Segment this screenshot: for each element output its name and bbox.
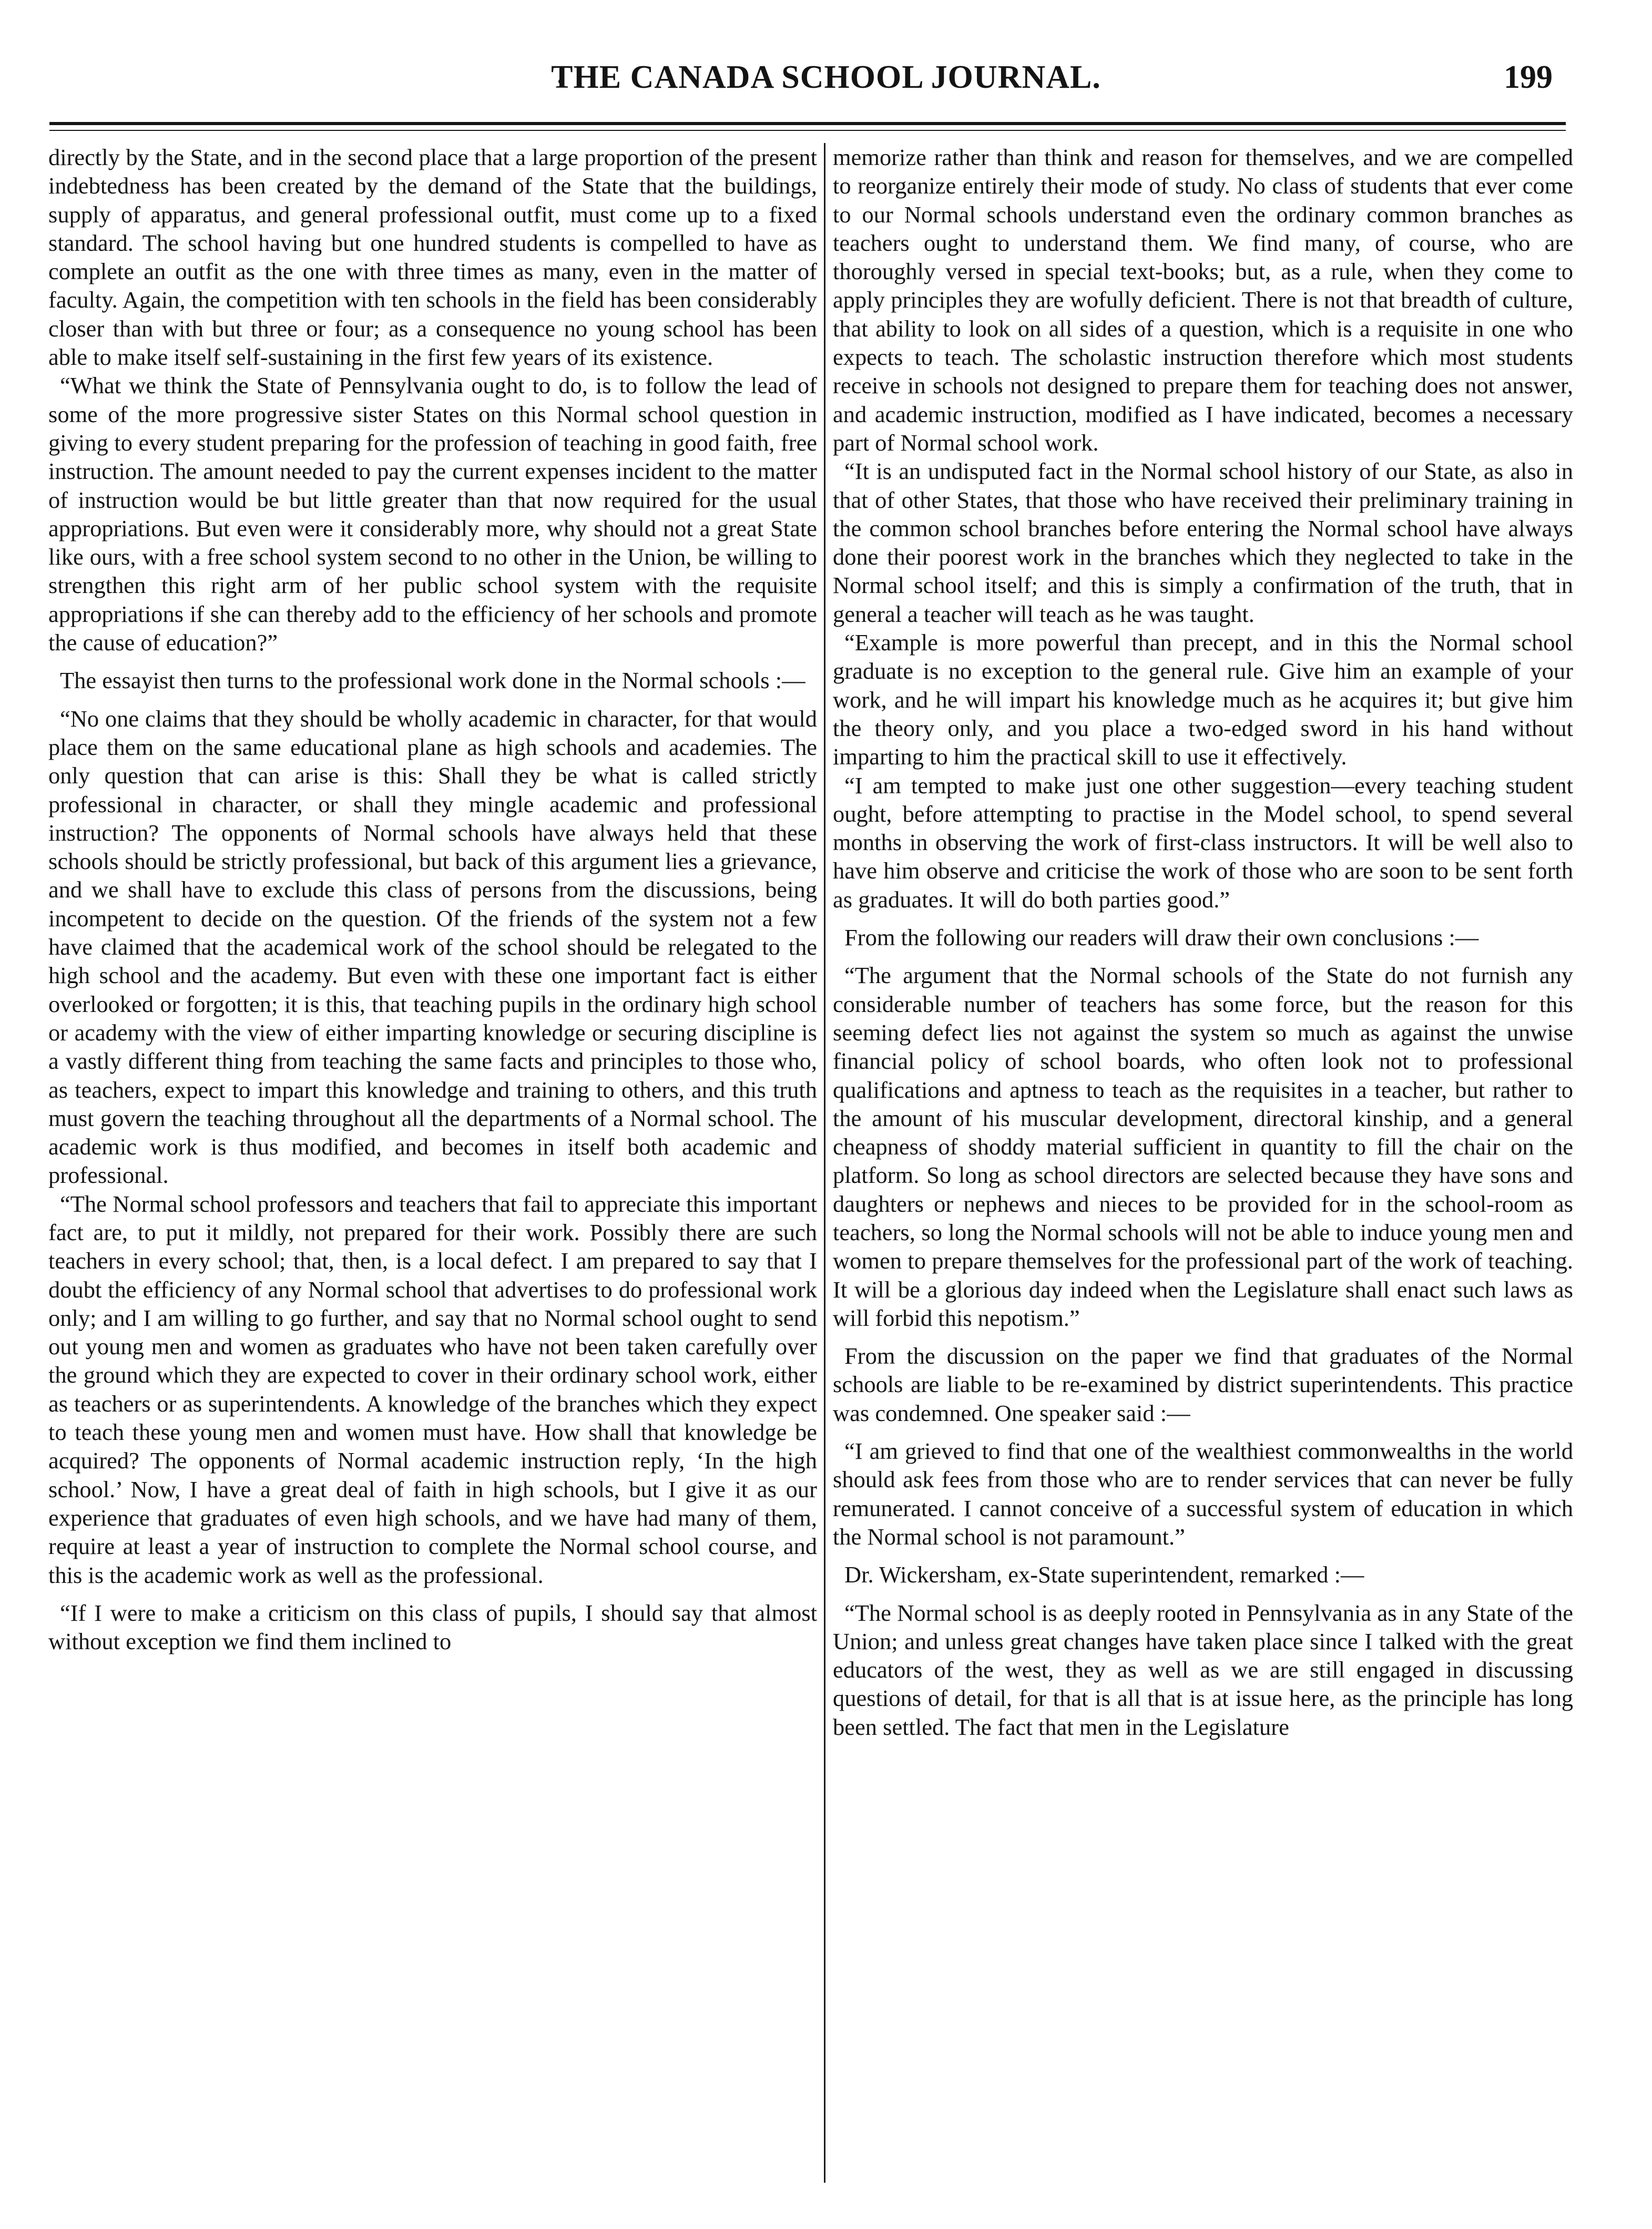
paragraph: “The Normal school is as deeply rooted in Pennsylvania as in any State of the Union; and unless great changes have taken place since I talked with the great educators of the west, they as well as we are still engaged in discussing questions of detail, for that is all that is at issue here, as the principle has long been settled. The fact that men in the Legislature xyxy=(833,1599,1573,1740)
right-column xyxy=(833,143,1573,2193)
header-rule-thin xyxy=(49,130,1566,131)
paragraph: The essayist then turns to the professional work done in the Normal schools :— xyxy=(60,667,805,694)
left-column xyxy=(48,143,817,2193)
paragraph: memorize rather than think and reason for themselves, and we are compelled to reorganize entirely their mode of study. No class of students that ever come to our Normal schools understand even the ordinary common branches as teachers ought to understand them. We find many, of course, who are thoroughly versed in special text-books; but, as a rule, when they come to apply principles they are wofully deficient. There is not that breadth of culture, that ability to look on all sides of a question, which is a requisite in one who expects to teach. The scholastic instruction therefore which most students receive in schools not designed to prepare them for teaching does not answer, and academic instruction, modified as I have indicated, becomes a necessary part of Normal school work. xyxy=(833,144,1573,456)
header-rule-thick xyxy=(49,122,1566,125)
paragraph: “The Normal school professors and teachers that fail to appreciate this important fact are, to put it mildly, not prepared for their work. Possibly there are such teachers in every school; that, then, is a local defect. I am prepared to say that I doubt the efficiency of any Normal school that advertises to do professional work only; and I am willing to go further, and say that no Normal school ought to send out young men and women as graduates who have not been taken carefully over the ground which they are expected to cover in their ordinary school work, either as teachers or as superintendents. A knowledge of the branches which they expect to teach these young men and women must have. How shall that knowledge be acquired? The opponents of Normal academic instruction reply, ‘In the high school.’ Now, I have a great deal of faith in high schools, but I give it as our experience that graduates of even high schools, and we have had many of them, require at least a year of instruction to complete the Normal school course, and this is the academic work as well as the professional. xyxy=(48,1190,817,1588)
paragraph: “Example is more powerful than precept, and in this the Normal school graduate is no exception to the general rule. Give him an example of your work, and he will impart his knowledge much as he acquires it; but give him the theory only, and you place a two-edged sword in his hand without imparting to him the practical skill to use it effectively. xyxy=(833,629,1573,770)
paragraph: “If I were to make a criticism on this class of pupils, I should say that almost without exception we find them inclined to xyxy=(48,1599,817,1655)
page-number: 199 xyxy=(1504,59,1553,95)
paragraph: Dr. Wickersham, ex-State superintendent, remarked :— xyxy=(844,1561,1364,1588)
paragraph: “I am tempted to make just one other suggestion—every teaching student ought, before attempting to practise in the Model school, to spend several months in observing the work of first-class instructors. It will be well also to have him observe and criticise the work of those who are soon to be sent forth as graduates. It will do both parties good.” xyxy=(833,772,1573,913)
column-divider xyxy=(824,143,825,2183)
paragraph: “The argument that the Normal schools of the State do not furnish any considerable number of teachers has some force, but the reason for this seeming defect lies not against the system so much as against the unwise financial policy of school boards, who often look not to professional qualifications and aptness to teach as the requisites in a teacher, but rather to the amount of his muscular development, directoral kinship, and a general cheapness of shoddy material sufficient in quantity to fill the chair on the platform. So long as school directors are selected because they have sons and daughters or nephews and nieces to be provided for in the school-room as teachers, so long the Normal schools will not be able to induce young men and women to prepare themselves for the professional part of the work of teaching. It will be a glorious day indeed when the Legislature shall enact such laws as will forbid this nepotism.” xyxy=(833,962,1573,1331)
page-header xyxy=(0,0,1652,105)
journal-title: THE CANADA SCHOOL JOURNAL. xyxy=(551,59,1101,95)
paragraph: From the following our readers will draw their own conclusions :— xyxy=(844,924,1479,951)
paragraph: “It is an undisputed fact in the Normal school history of our State, as also in that of other States, that those who have received their preliminary training in the common school branches before entering the Normal school have always done their poorest work in the branches which they neglected to take in the Normal school itself; and this is simply a confirmation of the truth, that in general a teacher will teach as he was taught. xyxy=(833,458,1573,627)
paragraph: “No one claims that they should be wholly academic in character, for that would place them on the same educational plane as high schools and academies. The only question that can arise is this: Shall they be what is called strictly professional in character, or shall they mingle academic and professional instruction? The opponents of Normal schools have always held that these schools should be strictly professional, but back of this argument lies a grievance, and we shall have to exclude this class of persons from the discussions, being incompetent to decide on the question. Of the friends of the system not a few have claimed that the academical work of the school should be relegated to the high school and the academy. But even with these one important fact is either overlooked or forgotten; it is this, that teaching pupils in the ordinary high school or academy with the view of either imparting knowledge or securing discipline is a vastly different thing from teaching the same facts and principles to those who, as teachers, expect to impart this knowledge and training to others, and this truth must govern the teaching throughout all the departments of a Normal school. The academic work is thus modified, and becomes in itself both academic and professional. xyxy=(48,705,817,1189)
paragraph: directly by the State, and in the second place that a large proportion of the present indebtedness has been created by the demand of the State that the buildings, supply of apparatus, and general professional outfit, must come up to a fixed standard. The school having but one hundred students is compelled to have as complete an outfit as the one with three times as many, even in the matter of faculty. Again, the competition with ten schools in the field has been considerably closer than with but three or four; as a consequence no young school has been able to make itself self-sustaining in the first few years of its existence. xyxy=(48,144,817,371)
paragraph: From the discussion on the paper we find that graduates of the Normal schools are liable to be re-examined by district superintendents. This practice was condemned. One speaker said :— xyxy=(833,1343,1573,1426)
paragraph: “What we think the State of Pennsylvania ought to do, is to follow the lead of some of the more progressive sister States on this Normal school question in giving to every student preparing for the profession of teaching in good faith, free instruction. The amount needed to pay the current expenses incident to the matter of instruction would be but little greater than that now required for the usual appropriations. But even were it considerably more, why should not a great State like ours, with a free school system second to no other in the Union, be willing to strengthen this right arm of her public school system with the requisite appropriations if she can thereby add to the efficiency of her schools and promote the cause of education?” xyxy=(48,372,817,656)
paragraph: “I am grieved to find that one of the wealthiest commonwealths in the world should ask fees from those who are to render services that can never be fully remunerated. I cannot conceive of a successful system of education in which the Normal school is not paramount.” xyxy=(833,1438,1573,1550)
